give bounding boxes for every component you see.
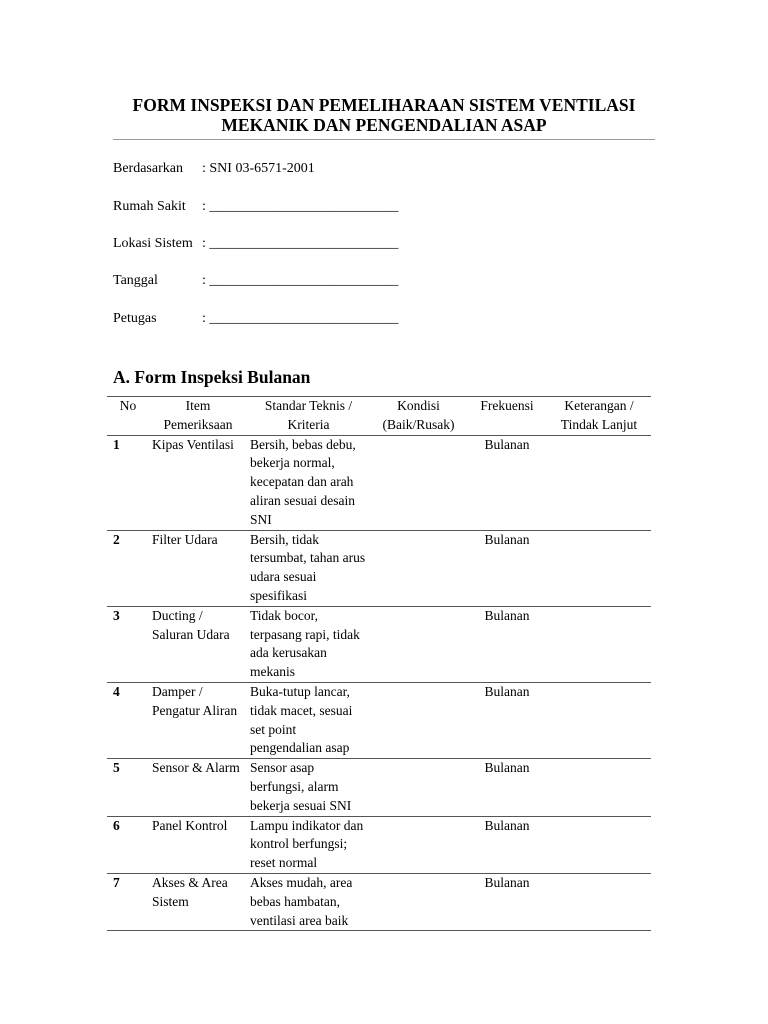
row-frekuensi: Bulanan [484, 531, 530, 547]
row-frekuensi: Bulanan [484, 607, 530, 623]
row-item: Damper / Pengatur Aliran [152, 683, 238, 718]
row-keterangan-cell[interactable] [547, 816, 651, 873]
row-standar: Bersih, bebas debu, bekerja normal, kecepatan dan arah aliran sesuai desain SNI [250, 436, 356, 527]
row-standar: Sensor asap berfungsi, alarm bekerja sesuai SNI [250, 760, 352, 813]
row-item: Sensor & Alarm [152, 760, 240, 776]
title-line-2: MEKANIK DAN PENGENDALIAN ASAP [221, 115, 547, 135]
document-title [113, 95, 655, 135]
row-keterangan-cell[interactable] [547, 682, 651, 758]
row-item: Filter Udara [152, 531, 218, 547]
row-kondisi-cell[interactable] [370, 530, 467, 606]
row-no: 4 [113, 683, 120, 699]
row-no: 5 [113, 760, 120, 776]
row-standar: Lampu indikator dan kontrol berfungsi; reset normal [250, 817, 364, 871]
title-divider [113, 139, 655, 140]
row-frekuensi: Bulanan [484, 817, 530, 833]
table-row [107, 530, 651, 606]
row-standar: Bersih, tidak tersumbat, tahan arus udara sesuai spesifikasi [250, 531, 366, 603]
row-item: Kipas Ventilasi [152, 436, 234, 452]
table-row [107, 682, 651, 758]
row-keterangan-cell[interactable] [547, 530, 651, 606]
petugas-field[interactable]: : ___________________________ [202, 311, 399, 326]
row-frekuensi: Bulanan [484, 436, 530, 452]
lokasi-sistem-field[interactable]: : ___________________________ [202, 236, 399, 251]
header-frekuensi: Frekuensi [480, 398, 534, 413]
table-row [107, 435, 651, 530]
row-no: 7 [113, 874, 120, 890]
header-keterangan: Keterangan / Tindak Lanjut [560, 398, 638, 432]
info-label: Berdasarkan [113, 161, 183, 176]
inspection-table [107, 396, 651, 931]
row-frekuensi: Bulanan [484, 683, 530, 699]
row-item: Akses & Area Sistem [152, 874, 228, 909]
table-row [107, 606, 651, 682]
row-frekuensi: Bulanan [484, 760, 530, 776]
row-no: 2 [113, 531, 120, 547]
row-kondisi-cell[interactable] [370, 816, 467, 873]
row-kondisi-cell[interactable] [370, 759, 467, 816]
info-label: Lokasi Sistem [113, 236, 193, 251]
section-title: A. Form Inspeksi Bulanan [113, 367, 311, 387]
header-item: Item Pemeriksaan [163, 398, 233, 432]
row-standar: Akses mudah, area bebas hambatan, ventilasi area baik [250, 874, 353, 928]
row-item: Panel Kontrol [152, 817, 228, 833]
table-row [107, 816, 651, 873]
row-kondisi-cell[interactable] [370, 435, 467, 530]
row-kondisi-cell[interactable] [370, 873, 467, 930]
table-row [107, 759, 651, 816]
row-keterangan-cell[interactable] [547, 759, 651, 816]
table-row [107, 873, 651, 930]
row-item: Ducting / Saluran Udara [152, 607, 230, 642]
row-standar: Buka-tutup lancar, tidak macet, sesuai set point pengendalian asap [250, 683, 353, 756]
row-standar: Tidak bocor, terpasang rapi, tidak ada kerusakan mekanis [250, 607, 360, 680]
row-keterangan-cell[interactable] [547, 435, 651, 530]
row-keterangan-cell[interactable] [547, 873, 651, 930]
table-header-row [107, 397, 651, 436]
header-kondisi: Kondisi (Baik/Rusak) [382, 398, 455, 432]
row-no: 3 [113, 607, 120, 623]
header-no: No [119, 398, 137, 413]
title-line-1: FORM INSPEKSI DAN PEMELIHARAAN SISTEM VENTILASI [132, 95, 636, 115]
info-label: Tanggal [113, 273, 158, 288]
row-frekuensi: Bulanan [484, 874, 530, 890]
rumah-sakit-field[interactable]: : ___________________________ [202, 199, 399, 214]
row-no: 1 [113, 436, 120, 452]
header-standar: Standar Teknis / Kriteria [264, 398, 353, 432]
tanggal-field[interactable]: : ___________________________ [202, 273, 399, 288]
info-label: Rumah Sakit [113, 199, 186, 214]
info-value: : SNI 03-6571-2001 [202, 161, 315, 176]
row-kondisi-cell[interactable] [370, 606, 467, 682]
info-label: Petugas [113, 311, 157, 326]
row-keterangan-cell[interactable] [547, 606, 651, 682]
row-no: 6 [113, 817, 120, 833]
row-kondisi-cell[interactable] [370, 682, 467, 758]
